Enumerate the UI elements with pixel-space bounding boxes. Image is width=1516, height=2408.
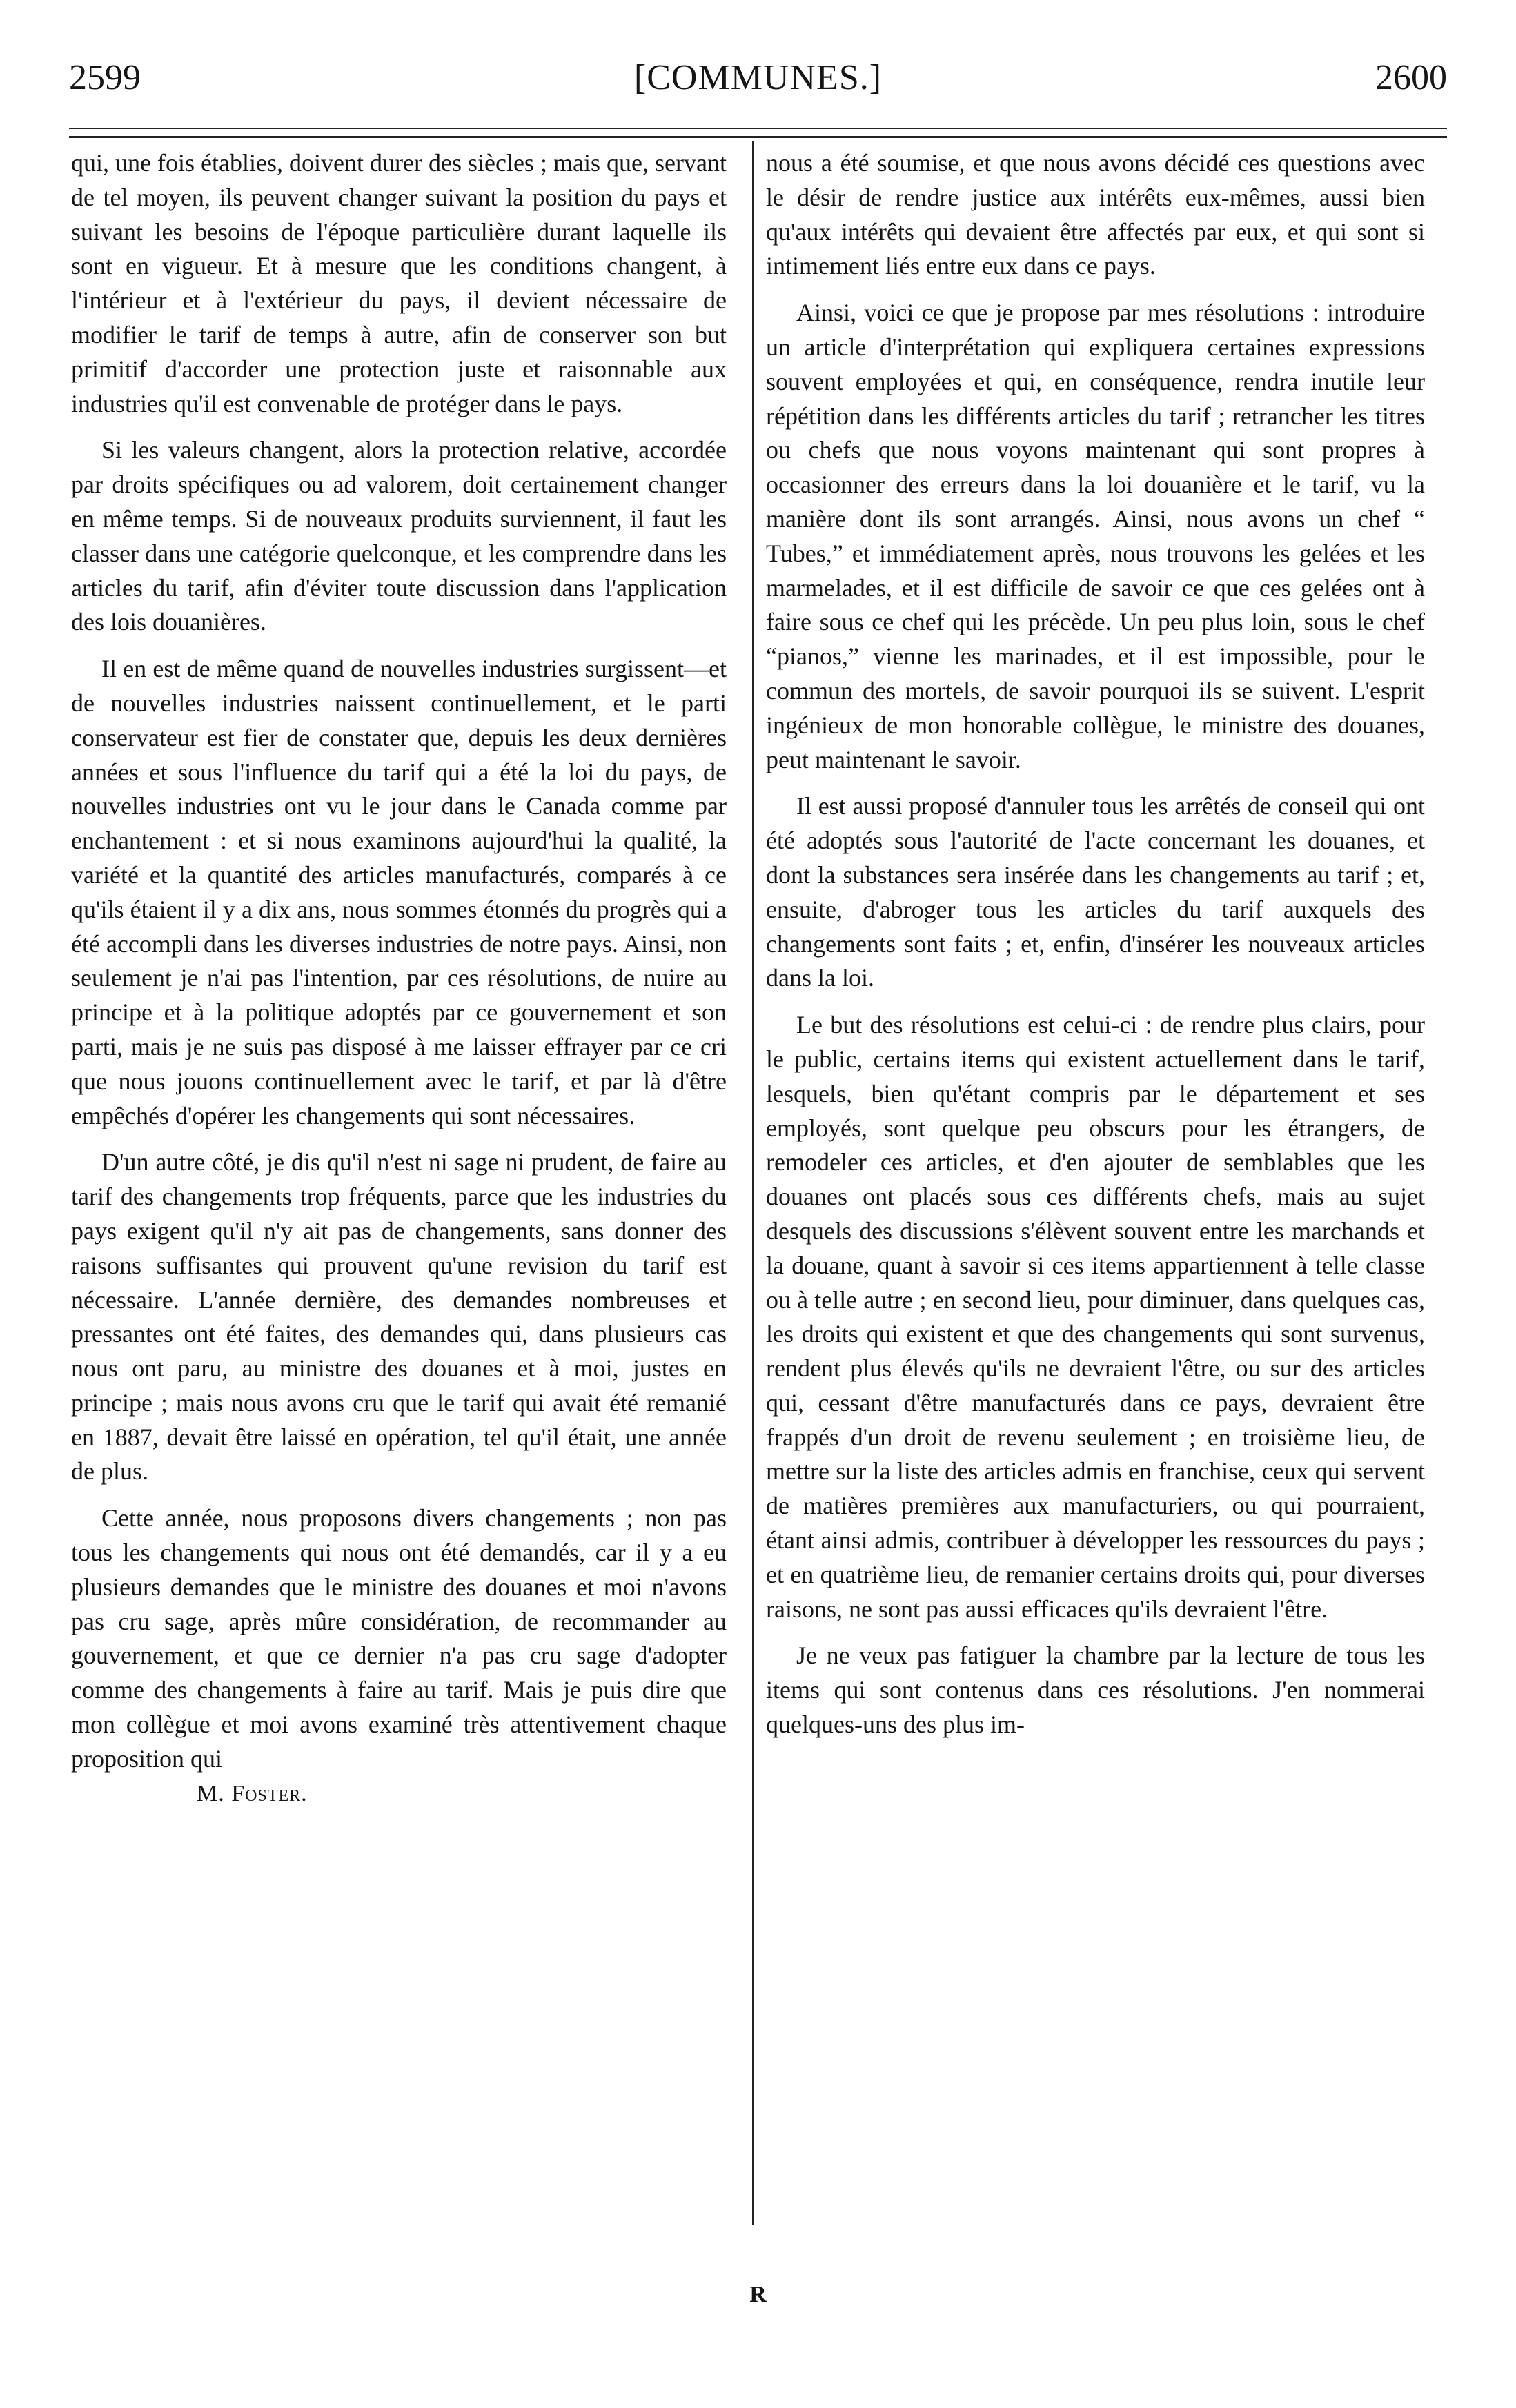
signature-mark: R	[749, 2282, 767, 2307]
paragraph: Si les valeurs changent, alors la protection relative, accordée par droits spécifiques ou ad valorem, doit certainement changer en même temps. Si de nouveaux produits surviennent, il faut les classer dans une catégorie quelconque, et les comprendre dans les articles du tarif, afin d'éviter toute discussion dans l'application des lois douanières.	[71, 436, 727, 636]
column-divider	[752, 141, 754, 2225]
header-rule-bottom	[69, 136, 1447, 138]
paragraph: qui, une fois établies, doivent durer des siècles ; mais que, servant de tel moyen, ils peuvent changer suivant la position du pays et suivant les besoins de l'époque particulière durant laquelle ils sont en vigueur. Et à mesure que les conditions changent, à l'intérieur et à l'extérieur du pays, il devient nécessaire de modifier le tarif de temps à autre, afin de conserver son but primitif d'accorder une protection juste et raisonnable aux industries qu'il est convenable de protéger dans le pays.	[71, 149, 727, 417]
header-rule-top	[69, 128, 1447, 129]
paragraph: Je ne veux pas fatiguer la chambre par la lecture de tous les items qui sont contenus dans ces résolutions. J'en nommerai quelques-uns des plus im-	[766, 1641, 1425, 1739]
paragraph: Le but des résolutions est celui-ci : de rendre plus clairs, pour le public, certains items qui existent actuellement dans le tarif, lesquels, bien qu'étant compris par le département et ses employés, sont quelque peu obscurs pour les étrangers, de remodeler ces articles, et d'en ajouter de semblables que les douanes ont placés sous ces différents chefs, mais au sujet desquels des discussions s'élèvent souvent entre les marchands et la douane, quant à savoir si ces items appartiennent à telle classe ou à telle autre ; en second lieu, pour diminuer, dans quelques cas, les droits qui existent et que des changements qui sont survenus, rendent plus élevés qu'ils ne devraient l'être, ou sur des articles qui, cessant d'être manufacturés dans ce pays, devraient être frappés d'un droit de revenu seulement ; en troisième lieu, de mettre sur la liste des articles admis en franchise, ceux qui servent de matières premières aux manufacturiers, ou qui pourraient, étant ainsi admis, contribuer à développer les ressources du pays ; et en quatrième lieu, de remanier certains droits qui, pour diverses raisons, ne sont pas aussi efficaces qu'ils devraient l'être.	[766, 1011, 1425, 1623]
paragraph: Il est aussi proposé d'annuler tous les arrêtés de conseil qui ont été adoptés sous l'autorité de l'acte concernant les douanes, et dont la substances sera insérée dans les changements au tarif ; et, ensuite, d'abroger tous les articles du tarif auxquels des changements sont faits ; et, enfin, d'insérer les nouveaux articles dans la loi.	[766, 792, 1425, 992]
paragraph: Ainsi, voici ce que je propose par mes résolutions : introduire un article d'interprétation qui expliquera certaines expressions souvent employées et qui, en conséquence, rendra inutile leur répétition dans les différents articles du tarif ; retrancher les titres ou chefs que nous voyons maintenant qui sont propres à occasionner des erreurs dans la loi douanière et le tarif, vu la manière dont ils sont arrangés. Ainsi, nous avons un chef “ Tubes,” et immédiatement après, nous trouvons les gelées et les marmelades, et il est difficile de savoir ce que ces gelées ont à faire sous ce chef qui les précède. Un peu plus loin, sous le chef “pianos,” vienne les marinades, et il est impossible, pour le commun des mortels, de savoir pourquoi ils se suivent. L'esprit ingénieux de mon honorable collègue, le ministre des douanes, peut maintenant le savoir.	[766, 299, 1425, 773]
left-column	[71, 146, 727, 1810]
paragraph: nous a été soumise, et que nous avons décidé ces questions avec le désir de rendre justice aux intérêts eux-mêmes, aussi bien qu'aux intérêts qui devaient être affectés par eux, et qui sont si intimement liés entre eux dans ce pays.	[766, 149, 1425, 280]
paragraph: Cette année, nous proposons divers changements ; non pas tous les changements qui nous ont été demandés, car il y a eu plusieurs demandes que le ministre des douanes et moi n'avons pas cru sage, après mûre considération, de recommander au gouvernement, et que ce dernier n'a pas cru sage d'adopter comme des changements à faire au tarif. Mais je puis dire que mon collègue et moi avons examiné très attentivement chaque proposition qui	[71, 1504, 727, 1773]
right-page-number: 2600	[1375, 58, 1447, 97]
speaker-name: M. Foster.	[197, 1780, 308, 1806]
paragraph: Il en est de même quand de nouvelles industries surgissent—et de nouvelles industries naissent continuellement, et le parti conservateur est fier de constater que, depuis les deux dernières années et sous l'influence du tarif qui a été la loi du pays, de nouvelles industries ont vu le jour dans le Canada comme par enchantement : et si nous examinons aujourd'hui la qualité, la variété et la quantité des articles manufacturés, comparés à ce qu'ils étaient il y a dix ans, nous sommes étonnés du progrès qui a été accompli dans les diverses industries de notre pays. Ainsi, non seulement je n'ai pas l'intention, par ces résolutions, de nuire au principe et à la politique adoptés par ce gouvernement et son parti, mais je ne suis pas disposé à me laisser effrayer par ce cri que nous jouons continuellement avec le tarif, et par là d'être empêchés d'opérer les changements qui sont nécessaires.	[71, 655, 727, 1129]
right-column	[766, 146, 1425, 1742]
page-title: [COMMUNES.]	[633, 58, 883, 97]
left-page-number: 2599	[69, 58, 141, 97]
paragraph: D'un autre côté, je dis qu'il n'est ni sage ni prudent, de faire au tarif des changements trop fréquents, parce que les industries du pays exigent qu'il n'y ait pas de changements, sans donner des raisons suffisantes qui prouvent qu'une revision du tarif est nécessaire. L'année dernière, des demandes nombreuses et pressantes ont été faites, des demandes qui, dans plusieurs cas nous ont paru, au ministre des douanes et à moi, justes en principe ; mais nous avons cru que le tarif qui avait été remanié en 1887, devait être laissé en opération, tel qu'il était, une année de plus.	[71, 1148, 727, 1486]
page-header	[69, 54, 1447, 102]
